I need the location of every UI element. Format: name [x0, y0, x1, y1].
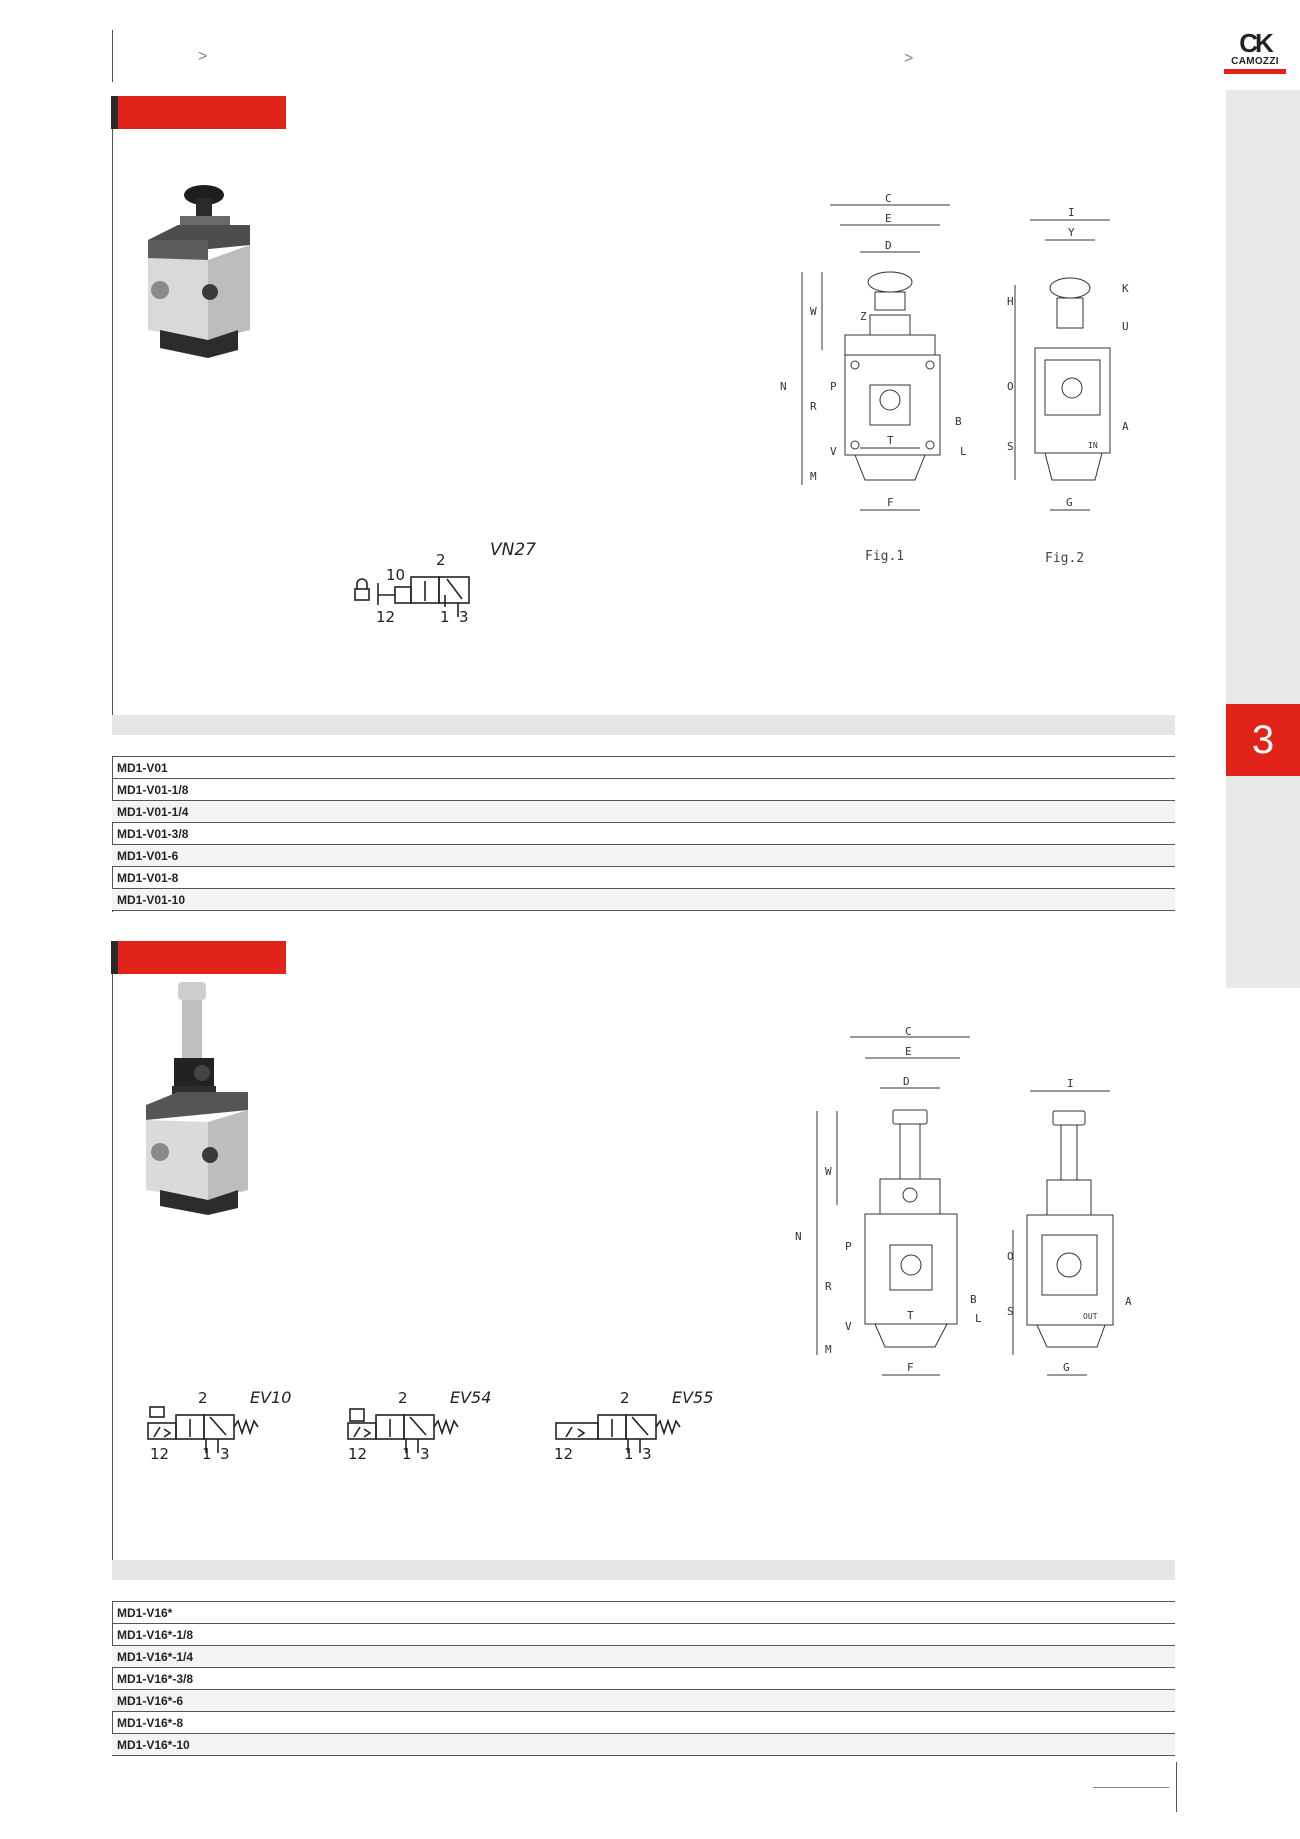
- port-label: 1: [402, 1445, 412, 1463]
- dim-label: O: [1007, 1250, 1014, 1263]
- product-code: MD1-V01-3/8: [112, 823, 1175, 845]
- port-label: 3: [220, 1445, 230, 1463]
- product-code: MD1-V01: [112, 757, 1175, 779]
- table-row: [112, 1602, 1175, 1624]
- dim-label: N: [795, 1230, 802, 1243]
- product-code: MD1-V16*-3/8: [112, 1668, 1175, 1690]
- product-code: MD1-V16*: [112, 1602, 1175, 1624]
- breadcrumb-separator: >: [904, 50, 914, 67]
- product-code: MD1-V16*-1/8: [112, 1624, 1175, 1646]
- section-2-codes-table: [112, 1560, 1175, 1756]
- side-panel: [1226, 90, 1300, 988]
- table-row: [112, 1690, 1175, 1712]
- dim-label: T: [887, 434, 894, 447]
- port-label: 3: [459, 608, 469, 626]
- dim-label: L: [960, 445, 967, 458]
- product-code: MD1-V16*-6: [112, 1690, 1175, 1712]
- dim-label: C: [905, 1025, 912, 1038]
- table-row: [112, 757, 1175, 779]
- dim-label: H: [1007, 295, 1014, 308]
- dim-label: P: [845, 1240, 852, 1253]
- dim-label: I: [1067, 1077, 1074, 1090]
- table-row: [112, 1646, 1175, 1668]
- dim-label: B: [970, 1293, 977, 1306]
- dim-label: U: [1122, 320, 1129, 333]
- footer-divider: [1176, 1762, 1177, 1812]
- dim-label: S: [1007, 440, 1014, 453]
- dim-label: A: [1125, 1295, 1132, 1308]
- port-label: 1: [624, 1445, 634, 1463]
- section-2-title-tab: [111, 941, 286, 974]
- symbol-code: VN27: [490, 540, 536, 560]
- table-row: [112, 779, 1175, 801]
- product-code: MD1-V01-1/4: [112, 801, 1175, 823]
- dim-label: P: [830, 380, 837, 393]
- table-row: [112, 1668, 1175, 1690]
- dim-label: T: [907, 1309, 914, 1322]
- port-label: 1: [440, 608, 450, 626]
- section-1-dimension-drawing: [760, 190, 1150, 570]
- dim-label: L: [975, 1312, 982, 1325]
- table-header-row: [112, 715, 1175, 735]
- port-label: 2: [620, 1389, 630, 1407]
- logo-accent-bar: [1224, 69, 1286, 74]
- fig-caption: Fig.1: [865, 549, 905, 564]
- dim-label: R: [810, 400, 817, 413]
- symbol-code: EV10: [250, 1388, 292, 1407]
- port-label: 3: [420, 1445, 430, 1463]
- dim-label: IN: [1088, 441, 1098, 450]
- product-code: MD1-V01-10: [112, 889, 1175, 911]
- table-row: [112, 845, 1175, 867]
- port-label: 2: [398, 1389, 408, 1407]
- dim-label: R: [825, 1280, 832, 1293]
- header-divider: [112, 30, 113, 82]
- port-label: 12: [554, 1445, 574, 1463]
- symbol-code: EV54: [450, 1388, 492, 1407]
- camozzi-logo: [1224, 30, 1286, 74]
- breadcrumb-separator: >: [198, 48, 208, 65]
- dim-label: B: [955, 415, 962, 428]
- table-row: [112, 889, 1175, 911]
- port-label: 3: [642, 1445, 652, 1463]
- dim-label: OUT: [1083, 1312, 1098, 1321]
- dim-label: E: [885, 212, 892, 225]
- footer-rule: [1093, 1787, 1169, 1788]
- dim-label: K: [1122, 282, 1129, 295]
- port-label: 12: [150, 1445, 170, 1463]
- table-subheader-row: [112, 735, 1175, 757]
- logo-mark: CK: [1239, 28, 1271, 58]
- dim-label: G: [1066, 496, 1073, 509]
- table-row: [112, 1712, 1175, 1734]
- dim-label: S: [1007, 1305, 1014, 1318]
- section-2-dimension-drawing: [785, 1025, 1145, 1385]
- dim-label: W: [825, 1165, 832, 1178]
- table-row: [112, 1624, 1175, 1646]
- pneumatic-symbol-ev55: [548, 1385, 723, 1465]
- logo-brand-name: CAMOZZI: [1231, 56, 1279, 67]
- dim-label: I: [1068, 206, 1075, 219]
- port-label: 12: [376, 608, 396, 626]
- table-subheader-row: [112, 1580, 1175, 1602]
- section-1-title-tab: [111, 96, 286, 129]
- dim-label: N: [780, 380, 787, 393]
- product-code: MD1-V16*-10: [112, 1734, 1175, 1756]
- product-photo-solenoid-valve: [138, 980, 258, 1215]
- dim-label: Y: [1068, 226, 1075, 239]
- pneumatic-symbol-ev10: [140, 1385, 310, 1465]
- table-row: [112, 867, 1175, 889]
- product-code: MD1-V16*-8: [112, 1712, 1175, 1734]
- dim-label: M: [810, 470, 817, 483]
- dim-label: F: [907, 1361, 914, 1374]
- dim-label: F: [887, 496, 894, 509]
- section-1-codes-table: [112, 715, 1175, 911]
- dim-label: A: [1122, 420, 1129, 433]
- fig-caption: Fig.2: [1045, 551, 1085, 566]
- dim-label: V: [830, 445, 837, 458]
- pneumatic-symbol-vn27: [350, 535, 550, 630]
- product-code: MD1-V01-8: [112, 867, 1175, 889]
- chapter-tab[interactable]: 3: [1226, 704, 1300, 776]
- product-code: MD1-V01-6: [112, 845, 1175, 867]
- table-row: [112, 1734, 1175, 1756]
- dim-label: E: [905, 1045, 912, 1058]
- dim-label: D: [903, 1075, 910, 1088]
- dim-label: D: [885, 239, 892, 252]
- dim-label: W: [810, 305, 817, 318]
- product-photo-pushbutton-valve: [138, 180, 258, 365]
- port-label: 2: [198, 1389, 208, 1407]
- product-code: MD1-V01-1/8: [112, 779, 1175, 801]
- dim-label: Z: [860, 310, 867, 323]
- port-label: 1: [202, 1445, 212, 1463]
- table-header-row: [112, 1560, 1175, 1580]
- product-code: MD1-V16*-1/4: [112, 1646, 1175, 1668]
- port-label: 12: [348, 1445, 368, 1463]
- dim-label: C: [885, 192, 892, 205]
- port-label: 2: [436, 551, 446, 569]
- symbol-code: EV55: [672, 1388, 714, 1407]
- dim-label: O: [1007, 380, 1014, 393]
- table-row: [112, 801, 1175, 823]
- table-row: [112, 823, 1175, 845]
- dim-label: M: [825, 1343, 832, 1356]
- dim-label: G: [1063, 1361, 1070, 1374]
- port-label: 10: [386, 566, 406, 584]
- dim-label: V: [845, 1320, 852, 1333]
- pneumatic-symbol-ev54: [340, 1385, 510, 1465]
